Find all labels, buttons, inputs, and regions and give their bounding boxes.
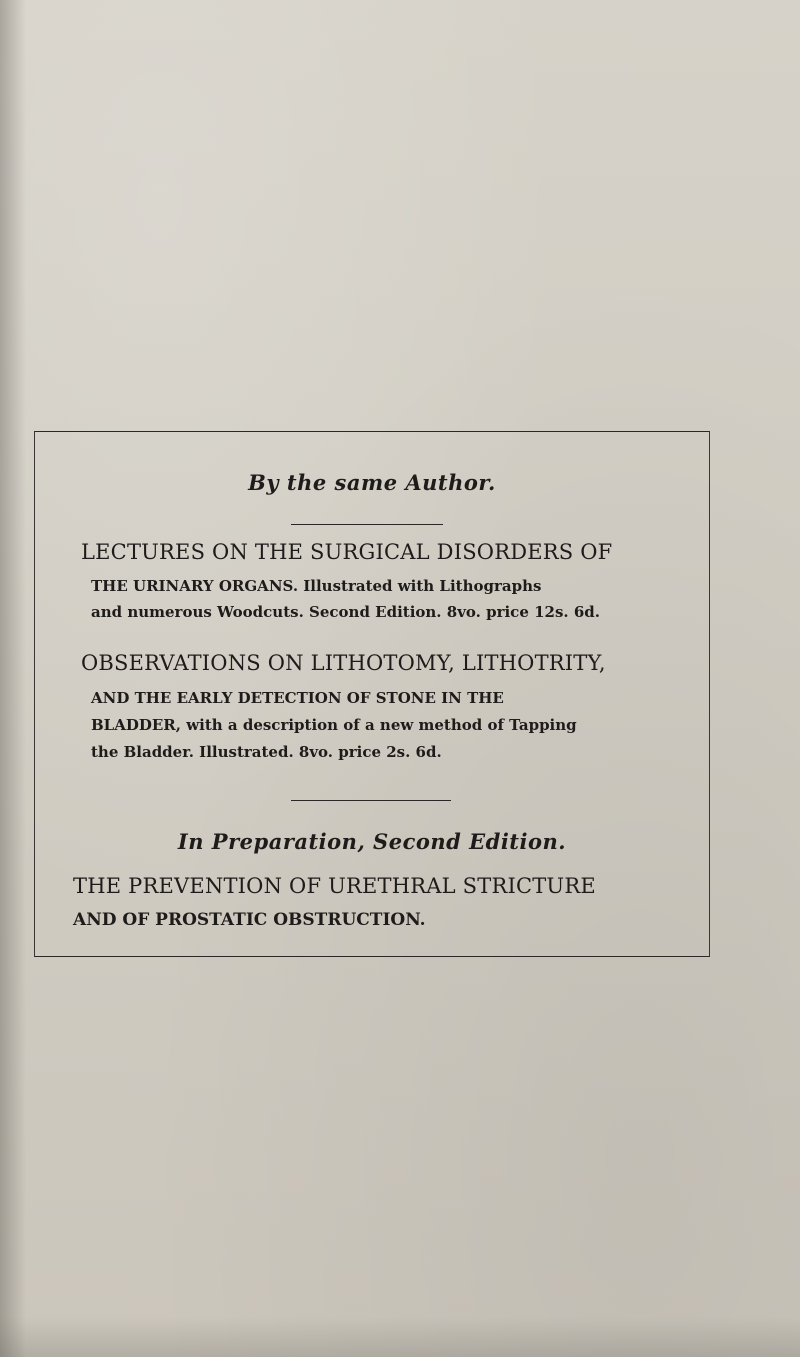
section-heading: By the same Author. [248,470,496,495]
prep-entry-title: THE PREVENTION OF URETHRAL STRICTURE [73,874,596,898]
entry-2-line-3: the Bladder. Illustrated. 8vo. price 2s. 6d. [91,743,442,761]
entry-1-line-1: THE URINARY ORGANS. Illustrated with Lithographs [91,577,542,595]
entry-1-title: LECTURES ON THE SURGICAL DISORDERS OF [81,540,613,564]
entry-2-line-2: BLADDER, with a description of a new method of Tapping [91,716,577,734]
prep-entry-line: AND OF PROSTATIC OBSTRUCTION. [73,910,426,930]
page-edge-shadow [0,0,26,1357]
advertisement-frame [34,431,710,957]
in-preparation-heading: In Preparation, Second Edition. [177,829,567,854]
page-bottom-shadow [0,1317,800,1357]
divider-rule-2 [291,800,451,801]
entry-2-title: OBSERVATIONS ON LITHOTOMY, LITHOTRITY, [81,651,606,675]
entry-2-line-1: AND THE EARLY DETECTION OF STONE IN THE [91,689,504,707]
divider-rule [291,524,443,525]
entry-1-line-2: and numerous Woodcuts. Second Edition. 8vo. price 12s. 6d. [91,603,600,621]
